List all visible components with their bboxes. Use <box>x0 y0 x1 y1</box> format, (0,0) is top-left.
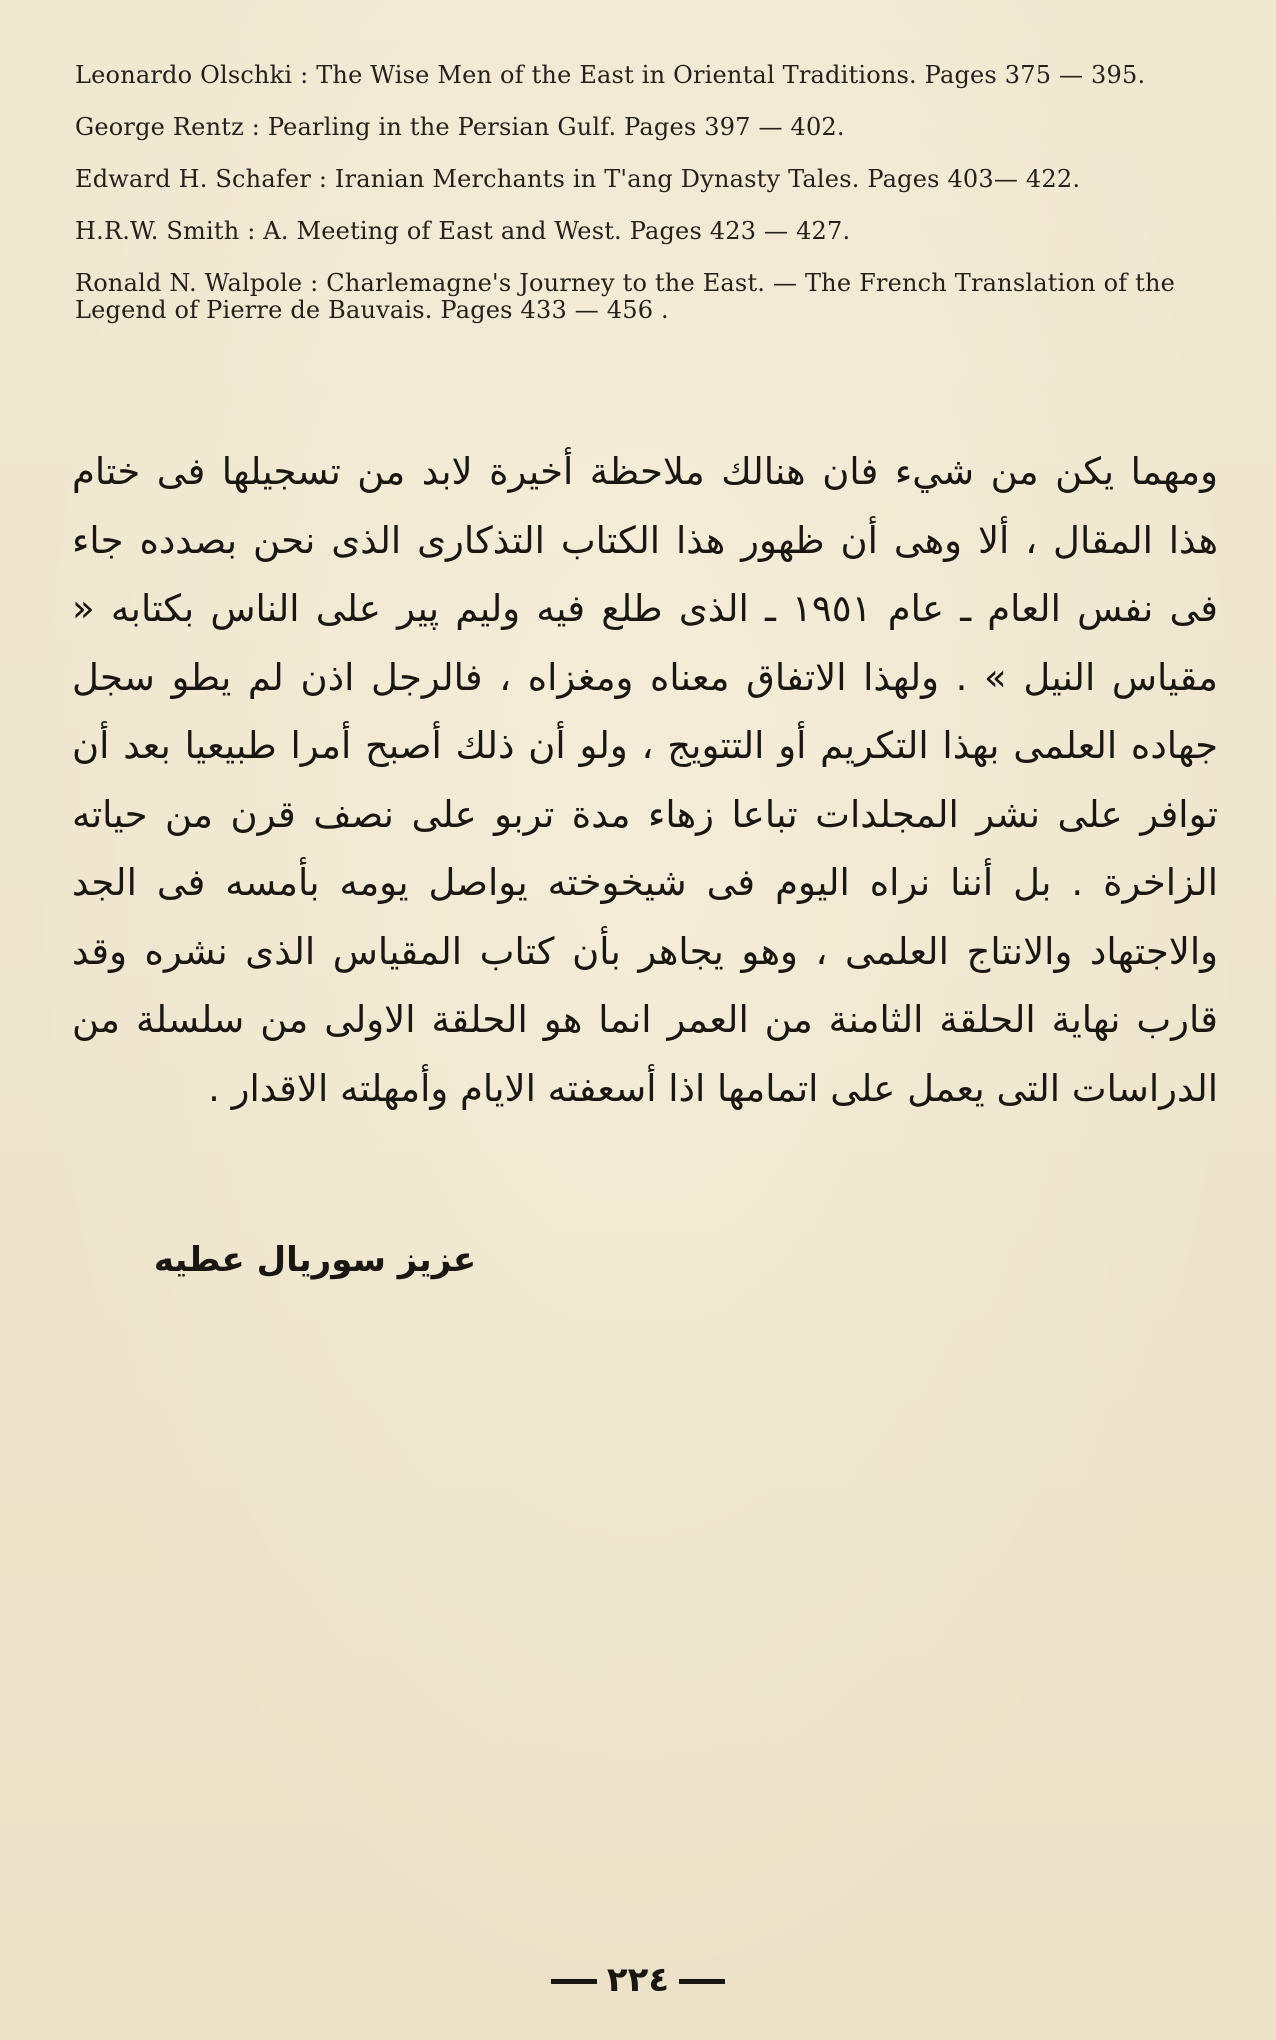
reference-entry: H.R.W. Smith : A. Meeting of East and West. Pages 423 — 427. <box>75 217 851 245</box>
author-signature: عزيز سوريال عطيه <box>153 1240 477 1280</box>
reference-list <box>75 62 1215 349</box>
reference-entry: Leonardo Olschki : The Wise Men of the East in Oriental Traditions. Pages 375 — 395. <box>75 61 1146 89</box>
arabic-paragraph: ومهما يكن من شيء فان هنالك ملاحظة أخيرة لابد من تسجيلها فى ختام هذا المقال ، ألا وهى أن ظهور هذا الكتاب التذكارى الذى نحن بصدده جاء فى نفس العام ـ عام ١٩٥١ ـ الذى طلع فيه وليم پير على الناس بكتابه « مقياس النيل » . ولهذا الاتفاق معناه ومغزاه ، فالرجل اذن لم يطو سجل جهاده العلمى بهذا التكريم أو التتويج ، ولو أن ذلك أصبح أمرا طبيعيا بعد أن توافر على نشر المجلدات تباعا زهاء مدة تربو على نصف قرن من حياته الزاخرة . بل أننا نراه اليوم فى شيخوخته يواصل يومه بأمسه فى الجد والاجتهاد والانتاج العلمى ، وهو يجاهر بأن كتاب المقياس الذى نشره وقد قارب نهاية الحلقة الثامنة من العمر انما هو الحلقة الاولى من سلسلة من الدراسات التى يعمل على اتمامها اذا أسعفته الايام وأمهلته الاقدار . <box>72 450 1218 1110</box>
reference-entry: Ronald N. Walpole : Charlemagne's Journey to the East. — The French Translation of the Legend of Pierre de Bauvais. Pages 433 — 456 . <box>75 269 1176 324</box>
arabic-body-text <box>72 438 1218 1123</box>
bleed-through-texture <box>70 1212 1220 1240</box>
right-dash <box>679 1979 725 1984</box>
page-number-footer <box>0 1960 1276 2000</box>
reference-entry: Edward H. Schafer : Iranian Merchants in T'ang Dynasty Tales. Pages 403— 422. <box>75 165 1081 193</box>
page-number: ٢٢٤ <box>606 1960 670 2000</box>
left-dash <box>551 1979 597 1984</box>
reference-entry: George Rentz : Pearling in the Persian Gulf. Pages 397 — 402. <box>75 113 845 141</box>
